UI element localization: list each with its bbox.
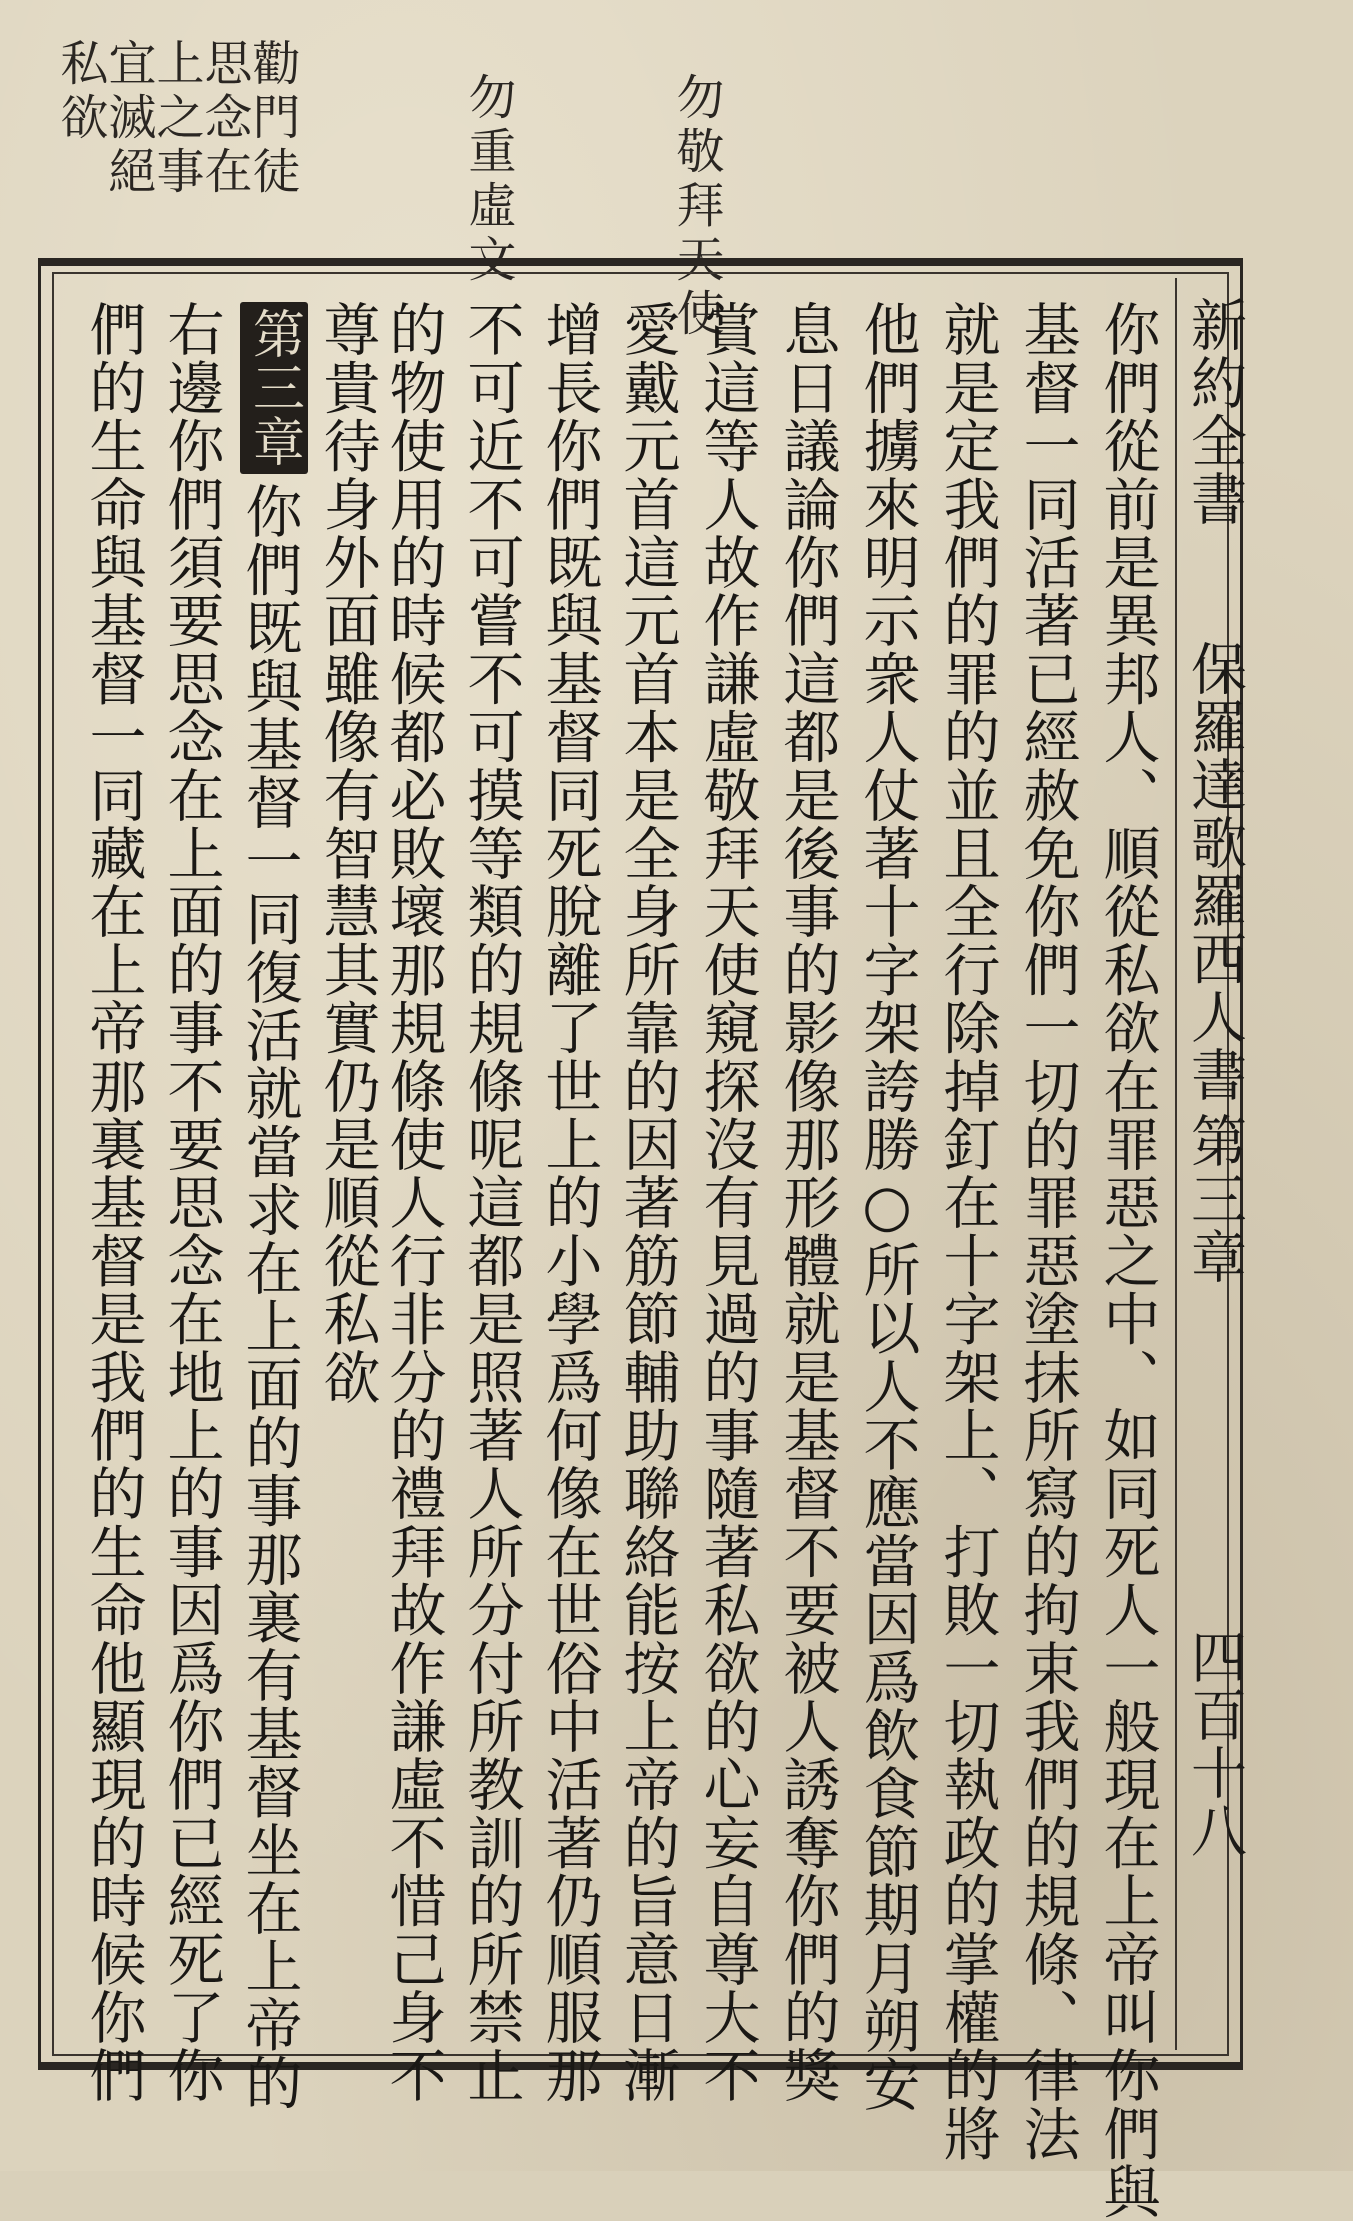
text-column-2: 基督一同活著已經赦免你們一切的罪惡塗抹所寫的拘束我們的規條、律法 (1014, 300, 1080, 2163)
text-column-12: 你們既與基督一同復活就當求在上面的事那裏有基督坐在上帝的 (236, 482, 302, 2112)
text-column-8: 增長你們既與基督同死脫離了世上的小學爲何像在世俗中活著仍順服那 (536, 300, 602, 2105)
epistle-title: 保羅達歌羅西人書 (1182, 640, 1247, 1104)
text-column-10: 的物使用的時候都必敗壞那規條使人行非分的禮拜故作謙虛不惜己身不 (380, 300, 446, 2105)
text-column-4: 他們擄來明示衆人仗著十字架誇勝○所以人不應當因爲飲食節期月朔安 (854, 300, 920, 2114)
text-column-14: 們的生命與基督一同藏在上帝那裏基督是我們的生命他顯現的時候你們 (80, 300, 146, 2105)
book-title: 新約全書 (1182, 296, 1247, 528)
margin-note-2: 勿重虛文 (460, 72, 516, 288)
text-column-5: 息日議論你們這都是後事的影像那形體就是基督不要被人誘奪你們的獎 (774, 300, 840, 2105)
text-column-3: 就是定我們的罪的並且全行除掉釘在十字架上、打敗一切執政的掌權的將 (934, 300, 1000, 2163)
text-column-1: 你們從前是異邦人、順從私欲在罪惡之中、如同死人一般現在上帝叫你們與 (1094, 300, 1160, 2221)
chapter-title: 第三章 (1182, 1112, 1247, 1286)
margin-note-4: 宜滅絕私欲 (52, 38, 156, 200)
text-column-9: 不可近不可嘗不可摸等類的規條呢這都是照著人所分付所教訓的所禁止 (458, 300, 524, 2105)
text-column-11: 尊貴待身外面雖像有智慧其實仍是順從私欲 (314, 300, 380, 1406)
margin-note-3: 勸門徒思念在上之事 (148, 38, 300, 200)
text-column-7: 愛戴元首這元首本是全身所靠的因著筋節輔助聯絡能按上帝的旨意日漸 (614, 300, 680, 2105)
header-divider (1175, 278, 1177, 2050)
text-column-6: 賞這等人故作謙虛敬拜天使窺探沒有見過的事隨著私欲的心妄自尊大不 (694, 300, 760, 2105)
page-number: 四百十八 (1182, 1628, 1247, 1860)
text-column-13: 右邊你們須要思念在上面的事不要思念在地上的事因爲你們已經死了你 (158, 300, 224, 2105)
chapter-marker: 第三章 (240, 302, 308, 474)
margin-note-1: 勿敬拜天使 (668, 72, 724, 342)
